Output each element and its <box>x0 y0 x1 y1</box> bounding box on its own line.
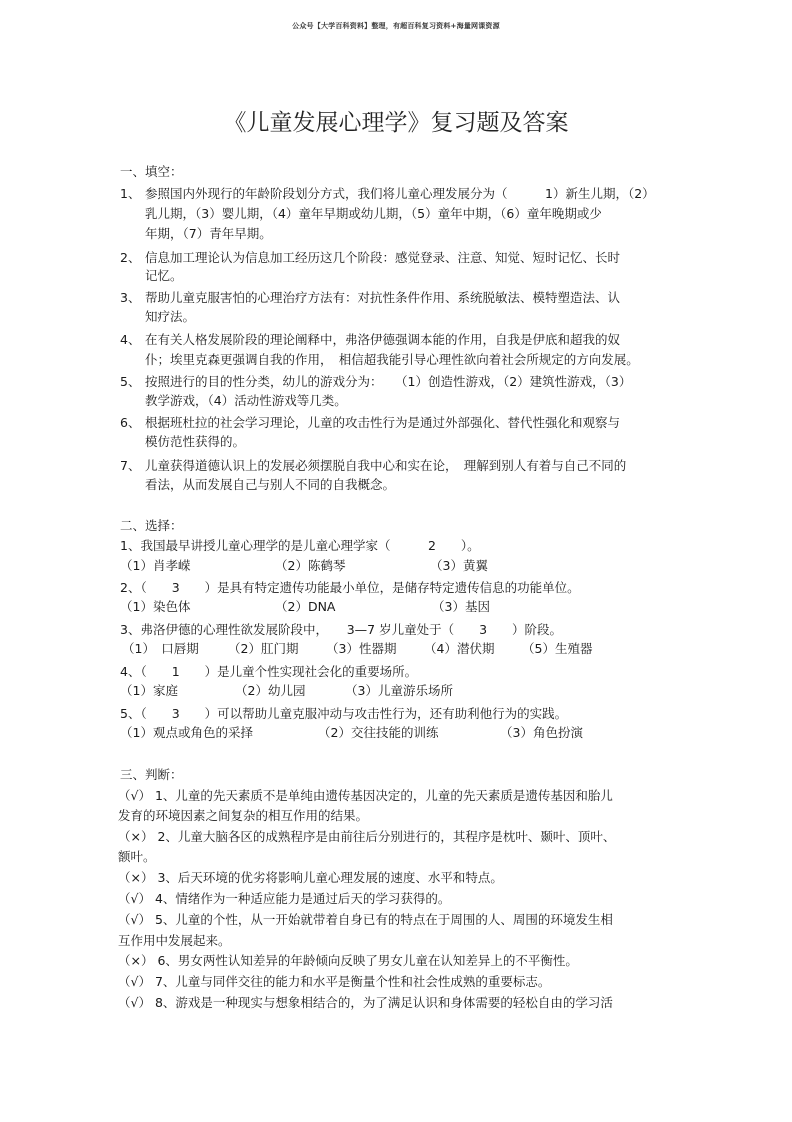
item-number: 4、 <box>120 332 141 347</box>
judgment-line: 互作用中发展起来。 <box>118 933 231 948</box>
choice-question: 3、弗洛伊德的心理性欲发展阶段中， 3—7 岁儿童处于（ 3 ）阶段。 <box>120 622 563 637</box>
judgment-line: 额叶。 <box>118 849 156 864</box>
choice-option: （3）性器期 <box>326 641 397 656</box>
section-heading-fill-in: 一、填空： <box>120 164 183 179</box>
item-text-line: 儿童获得道德认识上的发展必须摆脱自我中心和实在论， 理解到别人有着与自己不同的 <box>145 458 627 473</box>
judgment-line: （√） 8、游戏是一种现实与想象相结合的，为了满足认识和身体需要的轻松自由的学习活 <box>118 995 613 1010</box>
item-text-line: 年期，（7）青年早期。 <box>145 226 272 241</box>
item-text-line: 看法，从而发展自己与别人不同的自我概念。 <box>145 477 396 492</box>
item-number: 3、 <box>120 290 141 305</box>
choice-question: 5、（ 3 ）可以帮助儿童克服冲动与攻击性行为，还有助利他行为的实践。 <box>120 706 568 721</box>
header-note: 公众号【大学百科资料】整理，有超百科复习资料+海量网课资源 <box>292 22 500 30</box>
judgment-line: （×） 6、男女两性认知差异的年龄倾向反映了男女儿童在认知差异上的不平衡性。 <box>118 953 578 968</box>
choice-option: （1）染色体 <box>120 599 191 614</box>
judgment-line: （×） 2、儿童大脑各区的成熟程序是由前往后分别进行的，其程序是枕叶、颞叶、顶叶、 <box>118 829 616 844</box>
item-text-line: 信息加工理论认为信息加工经历这几个阶段：感觉登录、注意、知觉、短时记忆、长时 <box>145 250 621 265</box>
choice-question: 1、我国最早讲授儿童心理学的是儿童心理学家（ 2 ）。 <box>120 538 480 553</box>
choice-option: （3）基因 <box>432 599 490 614</box>
choice-option: （1）肖孝嵘 <box>120 558 191 573</box>
choice-option: （2）肛门期 <box>228 641 299 656</box>
choice-option: （3）角色扮演 <box>500 725 583 740</box>
item-text-line: 根据班杜拉的社会学习理论，儿童的攻击性行为是通过外部强化、替代性强化和观察与 <box>145 415 621 430</box>
choice-option: （1）家庭 <box>120 683 178 698</box>
item-number: 6、 <box>120 415 141 430</box>
item-number: 5、 <box>120 374 141 389</box>
choice-option: （3）黄翼 <box>430 558 488 573</box>
choice-option: （3）儿童游乐场所 <box>345 683 453 698</box>
judgment-line: （√） 4、情绪作为一种适应能力是通过后天的学习获得的。 <box>118 891 451 906</box>
item-text-line: 仆；埃里克森更强调自我的作用， 相信超我能引导心理性欲向着社会所规定的方向发展。 <box>145 352 639 367</box>
choice-option: （2）幼儿园 <box>235 683 306 698</box>
choice-option: （1） 口唇期 <box>122 641 199 656</box>
choice-option: （5）生殖器 <box>522 641 593 656</box>
choice-option: （1）观点或角色的采择 <box>120 725 253 740</box>
item-text-line: 参照国内外现行的年龄阶段划分方式，我们将儿童心理发展分为（ 1）新生儿期，（2） <box>145 186 655 201</box>
choice-question: 2、（ 3 ）是具有特定遗传功能最小单位，是储存特定遗传信息的功能单位。 <box>120 580 580 595</box>
item-text-line: 记忆。 <box>145 268 183 283</box>
choice-option: （2）DNA <box>275 599 336 614</box>
judgment-line: （×） 3、后天环境的优劣将影响儿童心理发展的速度、水平和特点。 <box>118 870 503 885</box>
choice-option: （2）陈鹤琴 <box>275 558 346 573</box>
item-text-line: 教学游戏，（4）活动性游戏等几类。 <box>145 393 347 408</box>
item-number: 1、 <box>120 186 141 201</box>
item-text-line: 按照进行的目的性分类，幼儿的游戏分为： （1）创造性游戏，（2）建筑性游戏，（3） <box>145 374 632 389</box>
section-heading-judgment: 三、判断： <box>120 767 183 782</box>
item-number: 7、 <box>120 458 141 473</box>
item-text-line: 模仿范性获得的。 <box>145 434 246 449</box>
judgment-line: 发育的环境因素之间复杂的相互作用的结果。 <box>118 808 369 823</box>
document-title: 《儿童发展心理学》复习题及答案 <box>223 110 569 136</box>
choice-option: （2）交往技能的训练 <box>318 725 439 740</box>
judgment-line: （√） 7、儿童与同伴交往的能力和水平是衡量个性和社会性成熟的重要标志。 <box>118 974 551 989</box>
item-number: 2、 <box>120 250 141 265</box>
item-text-line: 知疗法。 <box>145 309 196 324</box>
judgment-line: （√） 5、儿童的个性，从一开始就带着自身已有的特点在于周围的人、周围的环境发生相 <box>118 912 613 927</box>
judgment-line: （√） 1、儿童的先天素质不是单纯由遗传基因决定的，儿童的先天素质是遗传基因和胎儿 <box>118 788 613 803</box>
section-heading-choice: 二、选择： <box>120 518 183 533</box>
choice-question: 4、（ 1 ）是儿童个性实现社会化的重要场所。 <box>120 664 418 679</box>
item-text-line: 乳儿期，（3）婴儿期，（4）童年早期或幼儿期，（5）童年中期，（6）童年晚期或少 <box>145 206 602 221</box>
choice-option: （4）潜伏期 <box>424 641 495 656</box>
item-text-line: 在有关人格发展阶段的理论阐释中，弗洛伊德强调本能的作用，自我是伊底和超我的奴 <box>145 332 621 347</box>
item-text-line: 帮助儿童克服害怕的心理治疗方法有：对抗性条件作用、系统脱敏法、模特塑造法、认 <box>145 290 621 305</box>
